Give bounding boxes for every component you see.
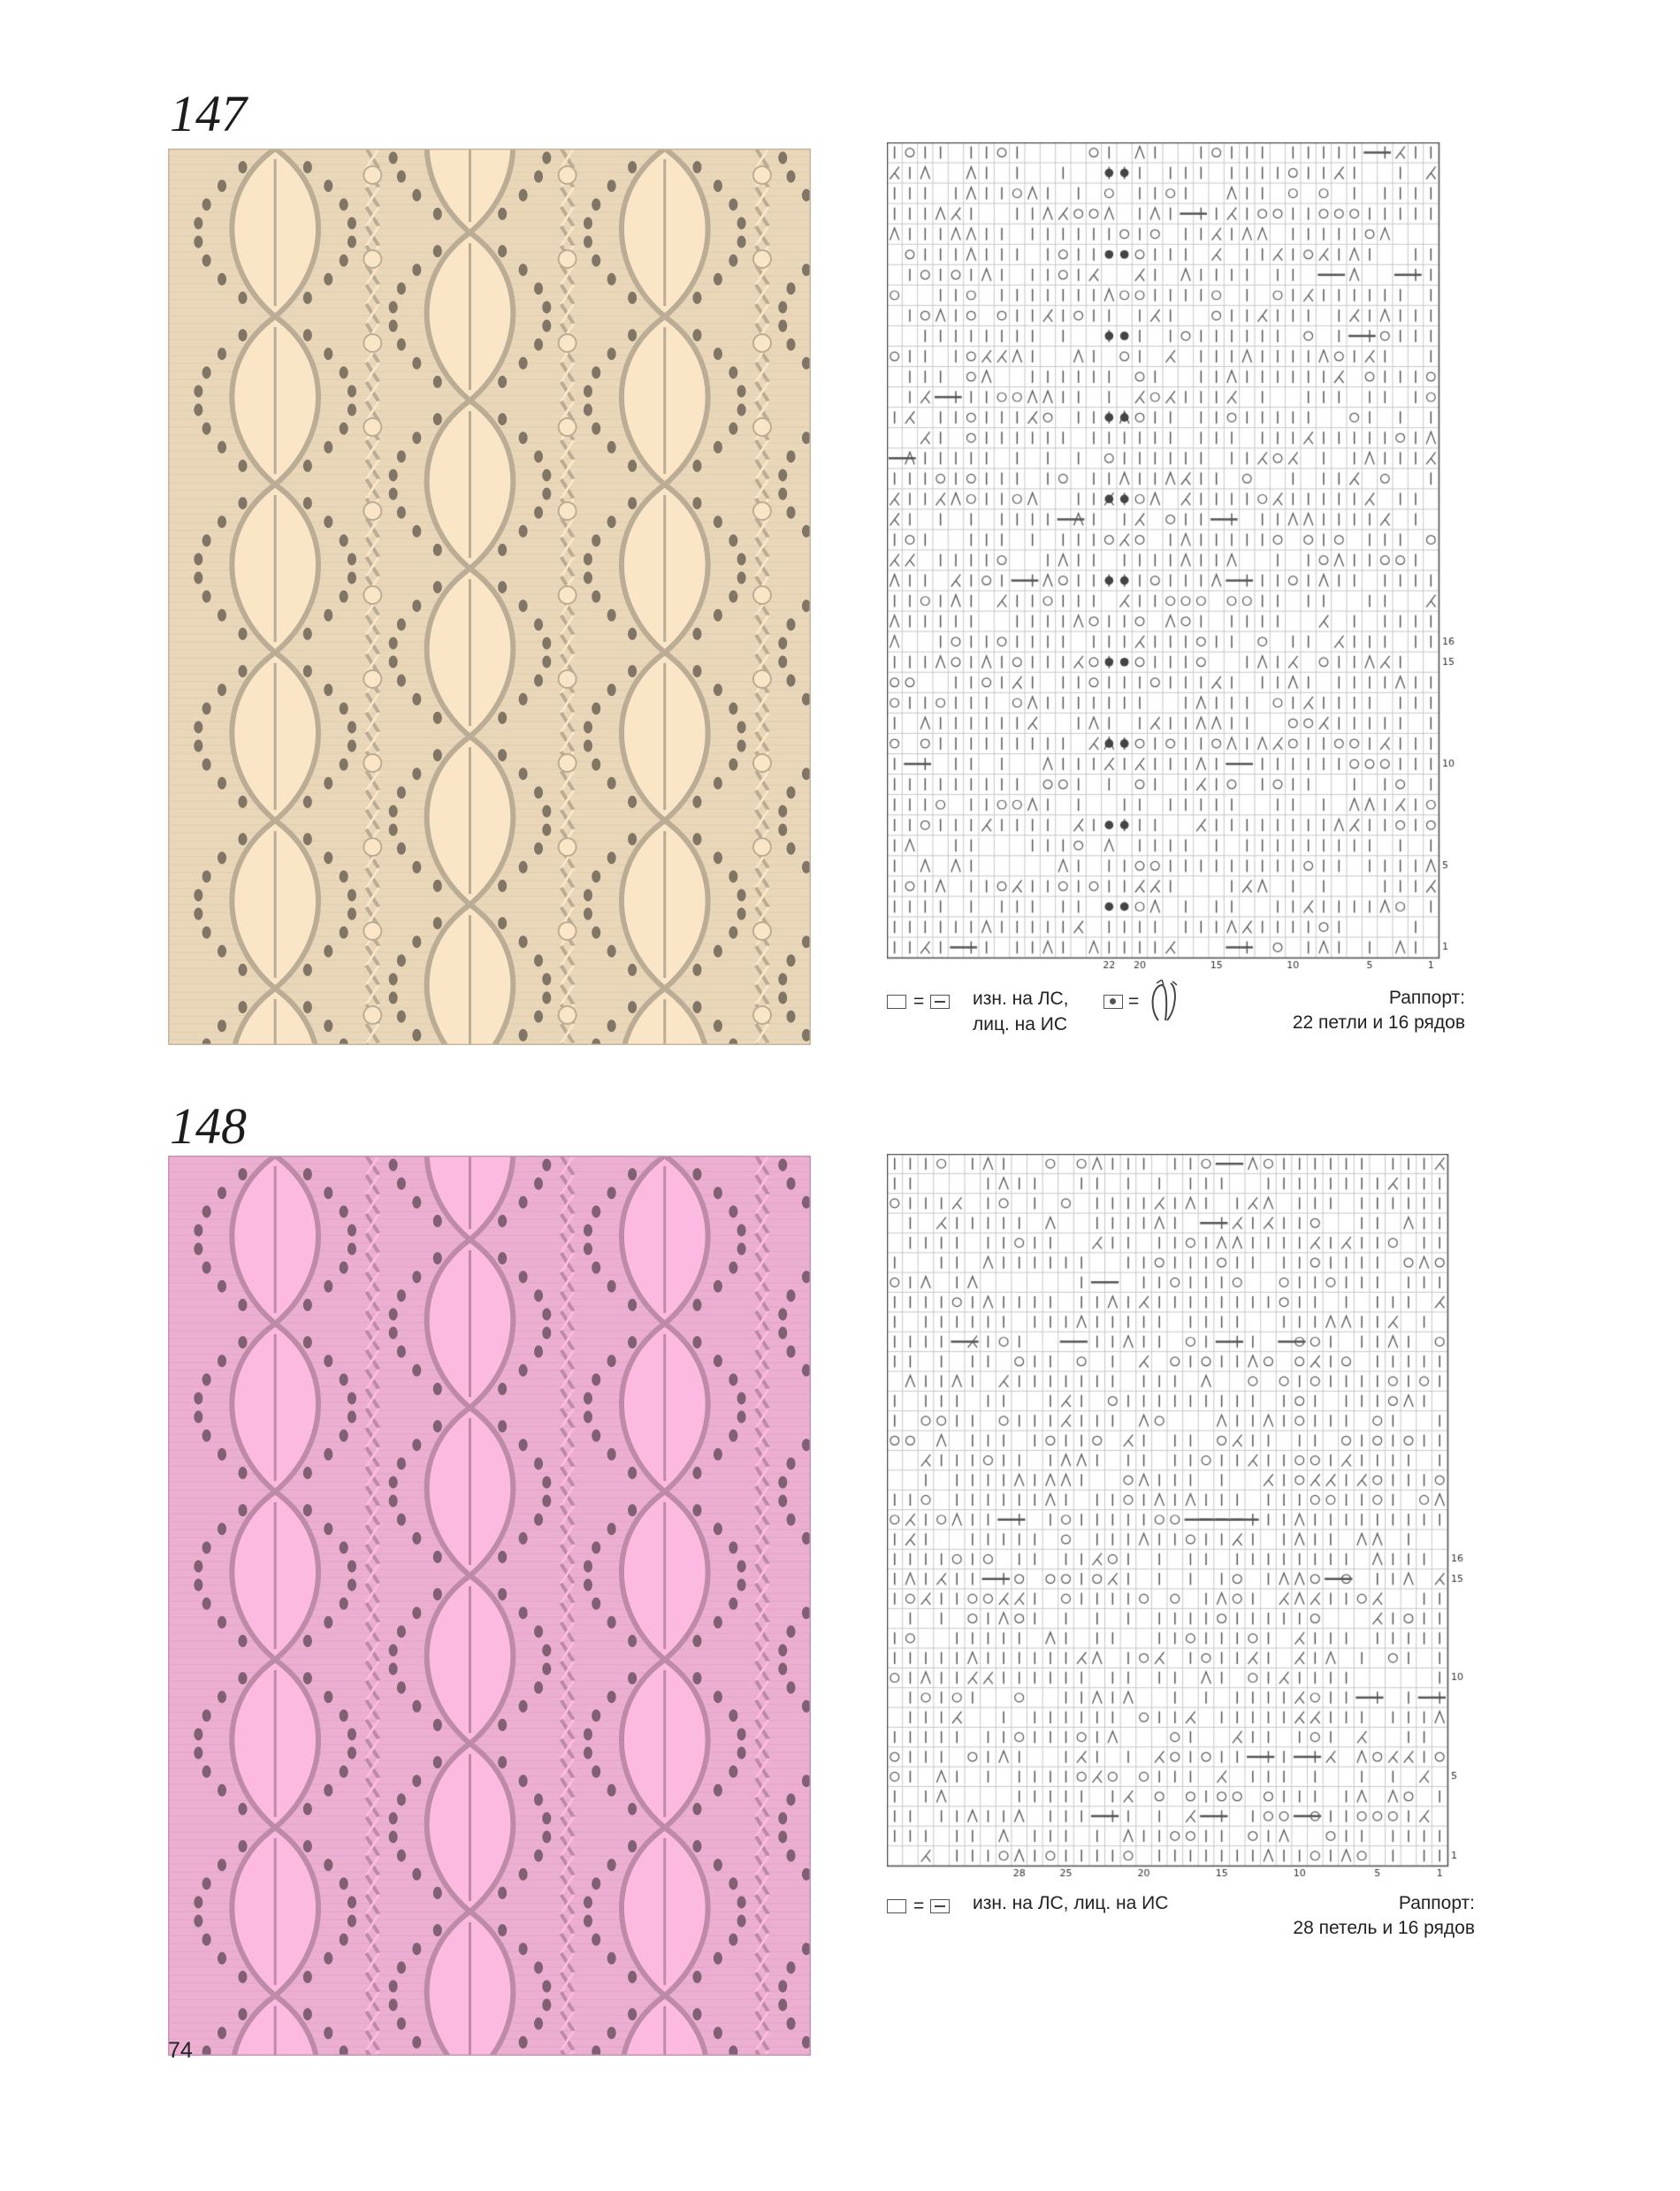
rapport-text-148: 28 петель и 16 рядов bbox=[1293, 1918, 1475, 1938]
legend-text-148: изн. на ЛС, лиц. на ИС bbox=[973, 1893, 1169, 1913]
chart-147 bbox=[887, 142, 1463, 972]
legend-equals-148: = bbox=[913, 1896, 925, 1916]
legend-empty-box-icon-148 bbox=[887, 1899, 906, 1913]
legend-text-147-line2: лиц. на ИС bbox=[973, 1014, 1068, 1034]
legend-bobble-equals: = bbox=[1128, 991, 1140, 1012]
rapport-title-148: Раппорт: bbox=[1398, 1893, 1475, 1913]
legend-purl-box-icon-148 bbox=[930, 1899, 950, 1913]
rapport-title-147: Раппорт: bbox=[1388, 988, 1465, 1008]
legend-bobble-box-icon bbox=[1103, 995, 1123, 1009]
legend-equals: = bbox=[913, 991, 925, 1012]
chart-148 bbox=[887, 1154, 1472, 1880]
legend-purl-box-icon bbox=[930, 995, 950, 1009]
legend-empty-box-icon bbox=[887, 995, 906, 1009]
bobble-loop-icon bbox=[1148, 980, 1185, 1022]
legend-text-147-line1: изн. на ЛС, bbox=[973, 989, 1069, 1009]
pattern-number-147: 147 bbox=[170, 85, 247, 142]
rapport-text-147: 22 петли и 16 рядов bbox=[1292, 1012, 1465, 1033]
rapport-148 bbox=[1293, 1891, 1475, 1941]
rapport-147 bbox=[1293, 986, 1465, 1035]
page-number: 74 bbox=[168, 2038, 193, 2063]
pattern-number-148: 148 bbox=[170, 1097, 247, 1155]
swatch-photo-148 bbox=[168, 1156, 811, 2056]
swatch-photo-147 bbox=[168, 149, 811, 1045]
